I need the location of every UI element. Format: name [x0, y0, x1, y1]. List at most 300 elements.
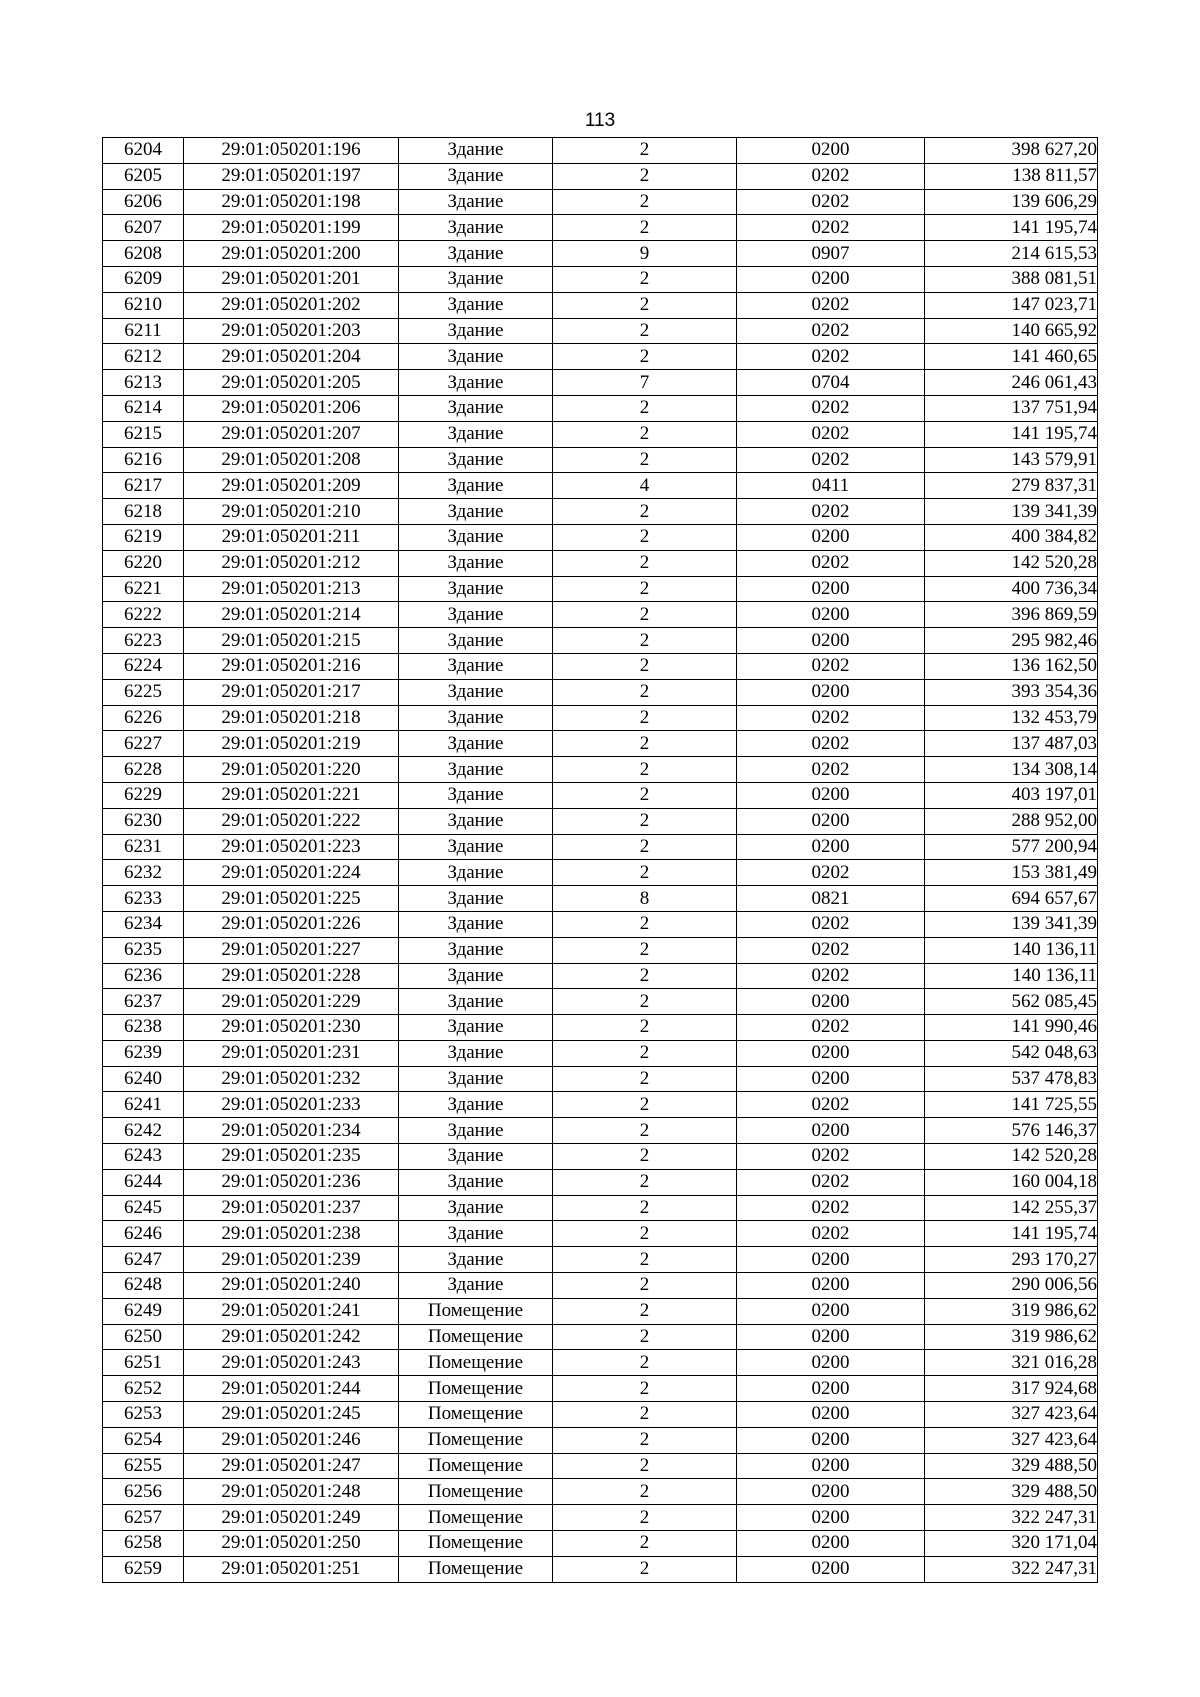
subgroup-code-cell: 0200 — [737, 679, 925, 705]
group-cell: 2 — [553, 1556, 737, 1582]
row-number-cell: 6248 — [103, 1273, 184, 1299]
registry-table — [102, 137, 1098, 1583]
object-type-cell: Здание — [399, 138, 553, 164]
group-cell: 2 — [553, 1040, 737, 1066]
row-number-cell: 6259 — [103, 1556, 184, 1582]
cadastral-number-cell: 29:01:050201:230 — [184, 1015, 399, 1041]
cadastral-value-cell: 139 606,29 — [925, 189, 1098, 215]
group-cell: 2 — [553, 679, 737, 705]
table-row — [103, 782, 1098, 808]
table-row — [103, 1298, 1098, 1324]
object-type-cell: Здание — [399, 705, 553, 731]
row-number-cell: 6249 — [103, 1298, 184, 1324]
cadastral-number-cell: 29:01:050201:241 — [184, 1298, 399, 1324]
table-row — [103, 241, 1098, 267]
cadastral-value-cell: 143 579,91 — [925, 447, 1098, 473]
subgroup-code-cell: 0200 — [737, 602, 925, 628]
cadastral-number-cell: 29:01:050201:216 — [184, 653, 399, 679]
registry-table-body — [103, 138, 1098, 1583]
object-type-cell: Помещение — [399, 1453, 553, 1479]
row-number-cell: 6253 — [103, 1402, 184, 1428]
object-type-cell: Здание — [399, 473, 553, 499]
row-number-cell: 6217 — [103, 473, 184, 499]
cadastral-number-cell: 29:01:050201:210 — [184, 499, 399, 525]
row-number-cell: 6218 — [103, 499, 184, 525]
row-number-cell: 6232 — [103, 860, 184, 886]
table-row — [103, 1273, 1098, 1299]
group-cell: 2 — [553, 1195, 737, 1221]
object-type-cell: Здание — [399, 1144, 553, 1170]
row-number-cell: 6246 — [103, 1221, 184, 1247]
group-cell: 2 — [553, 1402, 737, 1428]
cadastral-number-cell: 29:01:050201:213 — [184, 576, 399, 602]
table-row — [103, 1531, 1098, 1557]
row-number-cell: 6256 — [103, 1479, 184, 1505]
table-row — [103, 963, 1098, 989]
cadastral-number-cell: 29:01:050201:201 — [184, 266, 399, 292]
cadastral-number-cell: 29:01:050201:197 — [184, 163, 399, 189]
cadastral-value-cell: 327 423,64 — [925, 1402, 1098, 1428]
row-number-cell: 6243 — [103, 1144, 184, 1170]
row-number-cell: 6208 — [103, 241, 184, 267]
group-cell: 2 — [553, 860, 737, 886]
subgroup-code-cell: 0200 — [737, 834, 925, 860]
object-type-cell: Здание — [399, 344, 553, 370]
table-row — [103, 1350, 1098, 1376]
table-row — [103, 1066, 1098, 1092]
group-cell: 2 — [553, 1169, 737, 1195]
cadastral-number-cell: 29:01:050201:198 — [184, 189, 399, 215]
cadastral-number-cell: 29:01:050201:207 — [184, 421, 399, 447]
subgroup-code-cell: 0200 — [737, 1505, 925, 1531]
subgroup-code-cell: 0200 — [737, 1350, 925, 1376]
table-row — [103, 163, 1098, 189]
row-number-cell: 6244 — [103, 1169, 184, 1195]
row-number-cell: 6224 — [103, 653, 184, 679]
cadastral-value-cell: 142 520,28 — [925, 550, 1098, 576]
subgroup-code-cell: 0200 — [737, 1066, 925, 1092]
object-type-cell: Здание — [399, 189, 553, 215]
cadastral-number-cell: 29:01:050201:246 — [184, 1427, 399, 1453]
subgroup-code-cell: 0202 — [737, 1144, 925, 1170]
row-number-cell: 6242 — [103, 1118, 184, 1144]
row-number-cell: 6211 — [103, 318, 184, 344]
table-row — [103, 1247, 1098, 1273]
cadastral-number-cell: 29:01:050201:200 — [184, 241, 399, 267]
row-number-cell: 6225 — [103, 679, 184, 705]
cadastral-value-cell: 400 736,34 — [925, 576, 1098, 602]
subgroup-code-cell: 0200 — [737, 1453, 925, 1479]
subgroup-code-cell: 0200 — [737, 782, 925, 808]
cadastral-number-cell: 29:01:050201:196 — [184, 138, 399, 164]
cadastral-value-cell: 403 197,01 — [925, 782, 1098, 808]
cadastral-number-cell: 29:01:050201:244 — [184, 1376, 399, 1402]
subgroup-code-cell: 0202 — [737, 318, 925, 344]
cadastral-number-cell: 29:01:050201:212 — [184, 550, 399, 576]
object-type-cell: Помещение — [399, 1427, 553, 1453]
group-cell: 2 — [553, 782, 737, 808]
row-number-cell: 6234 — [103, 911, 184, 937]
cadastral-value-cell: 137 487,03 — [925, 731, 1098, 757]
cadastral-number-cell: 29:01:050201:218 — [184, 705, 399, 731]
group-cell: 8 — [553, 886, 737, 912]
cadastral-value-cell: 562 085,45 — [925, 989, 1098, 1015]
row-number-cell: 6236 — [103, 963, 184, 989]
subgroup-code-cell: 0907 — [737, 241, 925, 267]
table-row — [103, 499, 1098, 525]
table-row — [103, 1376, 1098, 1402]
subgroup-code-cell: 0200 — [737, 628, 925, 654]
row-number-cell: 6245 — [103, 1195, 184, 1221]
group-cell: 2 — [553, 1324, 737, 1350]
subgroup-code-cell: 0202 — [737, 757, 925, 783]
cadastral-number-cell: 29:01:050201:239 — [184, 1247, 399, 1273]
object-type-cell: Здание — [399, 395, 553, 421]
cadastral-value-cell: 329 488,50 — [925, 1453, 1098, 1479]
cadastral-value-cell: 139 341,39 — [925, 911, 1098, 937]
group-cell: 2 — [553, 292, 737, 318]
subgroup-code-cell: 0200 — [737, 1376, 925, 1402]
table-row — [103, 731, 1098, 757]
cadastral-number-cell: 29:01:050201:208 — [184, 447, 399, 473]
table-row — [103, 1479, 1098, 1505]
object-type-cell: Здание — [399, 1015, 553, 1041]
subgroup-code-cell: 0202 — [737, 937, 925, 963]
object-type-cell: Здание — [399, 550, 553, 576]
cadastral-value-cell: 279 837,31 — [925, 473, 1098, 499]
table-row — [103, 1402, 1098, 1428]
row-number-cell: 6223 — [103, 628, 184, 654]
object-type-cell: Здание — [399, 1040, 553, 1066]
cadastral-number-cell: 29:01:050201:229 — [184, 989, 399, 1015]
cadastral-value-cell: 322 247,31 — [925, 1505, 1098, 1531]
subgroup-code-cell: 0200 — [737, 1402, 925, 1428]
subgroup-code-cell: 0202 — [737, 653, 925, 679]
table-row — [103, 447, 1098, 473]
cadastral-number-cell: 29:01:050201:226 — [184, 911, 399, 937]
object-type-cell: Помещение — [399, 1298, 553, 1324]
cadastral-number-cell: 29:01:050201:248 — [184, 1479, 399, 1505]
cadastral-number-cell: 29:01:050201:238 — [184, 1221, 399, 1247]
object-type-cell: Здание — [399, 628, 553, 654]
group-cell: 2 — [553, 1118, 737, 1144]
row-number-cell: 6207 — [103, 215, 184, 241]
object-type-cell: Здание — [399, 808, 553, 834]
table-row — [103, 602, 1098, 628]
table-row — [103, 215, 1098, 241]
cadastral-value-cell: 288 952,00 — [925, 808, 1098, 834]
object-type-cell: Здание — [399, 782, 553, 808]
cadastral-number-cell: 29:01:050201:224 — [184, 860, 399, 886]
object-type-cell: Здание — [399, 989, 553, 1015]
group-cell: 2 — [553, 138, 737, 164]
row-number-cell: 6241 — [103, 1092, 184, 1118]
object-type-cell: Здание — [399, 524, 553, 550]
cadastral-value-cell: 542 048,63 — [925, 1040, 1098, 1066]
table-row — [103, 653, 1098, 679]
cadastral-number-cell: 29:01:050201:222 — [184, 808, 399, 834]
row-number-cell: 6251 — [103, 1350, 184, 1376]
group-cell: 4 — [553, 473, 737, 499]
row-number-cell: 6205 — [103, 163, 184, 189]
cadastral-value-cell: 577 200,94 — [925, 834, 1098, 860]
subgroup-code-cell: 0202 — [737, 911, 925, 937]
table-row — [103, 421, 1098, 447]
object-type-cell: Здание — [399, 163, 553, 189]
object-type-cell: Помещение — [399, 1350, 553, 1376]
row-number-cell: 6235 — [103, 937, 184, 963]
cadastral-value-cell: 140 136,11 — [925, 937, 1098, 963]
subgroup-code-cell: 0202 — [737, 1092, 925, 1118]
table-row — [103, 473, 1098, 499]
subgroup-code-cell: 0200 — [737, 1247, 925, 1273]
table-row — [103, 292, 1098, 318]
subgroup-code-cell: 0202 — [737, 215, 925, 241]
cadastral-value-cell: 153 381,49 — [925, 860, 1098, 886]
object-type-cell: Помещение — [399, 1402, 553, 1428]
row-number-cell: 6214 — [103, 395, 184, 421]
group-cell: 2 — [553, 705, 737, 731]
table-row — [103, 628, 1098, 654]
subgroup-code-cell: 0202 — [737, 421, 925, 447]
subgroup-code-cell: 0411 — [737, 473, 925, 499]
group-cell: 2 — [553, 1273, 737, 1299]
object-type-cell: Здание — [399, 679, 553, 705]
cadastral-number-cell: 29:01:050201:223 — [184, 834, 399, 860]
object-type-cell: Здание — [399, 1273, 553, 1299]
cadastral-value-cell: 393 354,36 — [925, 679, 1098, 705]
group-cell: 7 — [553, 370, 737, 396]
subgroup-code-cell: 0200 — [737, 989, 925, 1015]
table-row — [103, 576, 1098, 602]
object-type-cell: Здание — [399, 653, 553, 679]
cadastral-number-cell: 29:01:050201:240 — [184, 1273, 399, 1299]
cadastral-number-cell: 29:01:050201:205 — [184, 370, 399, 396]
cadastral-number-cell: 29:01:050201:237 — [184, 1195, 399, 1221]
subgroup-code-cell: 0200 — [737, 1298, 925, 1324]
cadastral-value-cell: 398 627,20 — [925, 138, 1098, 164]
object-type-cell: Здание — [399, 370, 553, 396]
table-row — [103, 138, 1098, 164]
cadastral-number-cell: 29:01:050201:225 — [184, 886, 399, 912]
group-cell: 2 — [553, 1015, 737, 1041]
row-number-cell: 6216 — [103, 447, 184, 473]
object-type-cell: Здание — [399, 292, 553, 318]
cadastral-value-cell: 140 665,92 — [925, 318, 1098, 344]
subgroup-code-cell: 0200 — [737, 1479, 925, 1505]
table-row — [103, 989, 1098, 1015]
group-cell: 2 — [553, 344, 737, 370]
object-type-cell: Здание — [399, 1195, 553, 1221]
cadastral-number-cell: 29:01:050201:232 — [184, 1066, 399, 1092]
table-row — [103, 911, 1098, 937]
cadastral-value-cell: 142 255,37 — [925, 1195, 1098, 1221]
cadastral-value-cell: 214 615,53 — [925, 241, 1098, 267]
row-number-cell: 6227 — [103, 731, 184, 757]
cadastral-value-cell: 388 081,51 — [925, 266, 1098, 292]
subgroup-code-cell: 0202 — [737, 163, 925, 189]
object-type-cell: Здание — [399, 266, 553, 292]
subgroup-code-cell: 0202 — [737, 963, 925, 989]
group-cell: 2 — [553, 1350, 737, 1376]
cadastral-number-cell: 29:01:050201:247 — [184, 1453, 399, 1479]
table-row — [103, 834, 1098, 860]
subgroup-code-cell: 0200 — [737, 1273, 925, 1299]
object-type-cell: Здание — [399, 937, 553, 963]
group-cell: 2 — [553, 628, 737, 654]
cadastral-value-cell: 141 195,74 — [925, 1221, 1098, 1247]
cadastral-number-cell: 29:01:050201:228 — [184, 963, 399, 989]
row-number-cell: 6239 — [103, 1040, 184, 1066]
object-type-cell: Здание — [399, 1247, 553, 1273]
row-number-cell: 6221 — [103, 576, 184, 602]
cadastral-value-cell: 321 016,28 — [925, 1350, 1098, 1376]
subgroup-code-cell: 0202 — [737, 1195, 925, 1221]
cadastral-number-cell: 29:01:050201:214 — [184, 602, 399, 628]
row-number-cell: 6233 — [103, 886, 184, 912]
cadastral-number-cell: 29:01:050201:227 — [184, 937, 399, 963]
cadastral-number-cell: 29:01:050201:233 — [184, 1092, 399, 1118]
subgroup-code-cell: 0200 — [737, 266, 925, 292]
object-type-cell: Здание — [399, 1092, 553, 1118]
cadastral-value-cell: 329 488,50 — [925, 1479, 1098, 1505]
group-cell: 2 — [553, 1427, 737, 1453]
row-number-cell: 6215 — [103, 421, 184, 447]
group-cell: 2 — [553, 421, 737, 447]
group-cell: 2 — [553, 1505, 737, 1531]
table-row — [103, 370, 1098, 396]
object-type-cell: Здание — [399, 911, 553, 937]
group-cell: 2 — [553, 1298, 737, 1324]
group-cell: 2 — [553, 318, 737, 344]
row-number-cell: 6206 — [103, 189, 184, 215]
cadastral-value-cell: 322 247,31 — [925, 1556, 1098, 1582]
group-cell: 2 — [553, 602, 737, 628]
subgroup-code-cell: 0202 — [737, 705, 925, 731]
group-cell: 2 — [553, 1221, 737, 1247]
cadastral-value-cell: 137 751,94 — [925, 395, 1098, 421]
group-cell: 2 — [553, 1479, 737, 1505]
row-number-cell: 6210 — [103, 292, 184, 318]
subgroup-code-cell: 0200 — [737, 1040, 925, 1066]
row-number-cell: 6255 — [103, 1453, 184, 1479]
cadastral-number-cell: 29:01:050201:217 — [184, 679, 399, 705]
subgroup-code-cell: 0202 — [737, 731, 925, 757]
cadastral-value-cell: 142 520,28 — [925, 1144, 1098, 1170]
cadastral-number-cell: 29:01:050201:219 — [184, 731, 399, 757]
subgroup-code-cell: 0200 — [737, 576, 925, 602]
row-number-cell: 6230 — [103, 808, 184, 834]
table-row — [103, 1505, 1098, 1531]
subgroup-code-cell: 0202 — [737, 860, 925, 886]
row-number-cell: 6229 — [103, 782, 184, 808]
group-cell: 2 — [553, 1092, 737, 1118]
group-cell: 2 — [553, 524, 737, 550]
object-type-cell: Здание — [399, 447, 553, 473]
object-type-cell: Здание — [399, 1066, 553, 1092]
group-cell: 2 — [553, 731, 737, 757]
cadastral-value-cell: 147 023,71 — [925, 292, 1098, 318]
cadastral-value-cell: 141 195,74 — [925, 421, 1098, 447]
cadastral-value-cell: 141 990,46 — [925, 1015, 1098, 1041]
cadastral-value-cell: 293 170,27 — [925, 1247, 1098, 1273]
row-number-cell: 6252 — [103, 1376, 184, 1402]
object-type-cell: Помещение — [399, 1324, 553, 1350]
cadastral-value-cell: 141 725,55 — [925, 1092, 1098, 1118]
table-row — [103, 1144, 1098, 1170]
row-number-cell: 6254 — [103, 1427, 184, 1453]
subgroup-code-cell: 0200 — [737, 808, 925, 834]
table-row — [103, 1427, 1098, 1453]
cadastral-value-cell: 396 869,59 — [925, 602, 1098, 628]
group-cell: 2 — [553, 576, 737, 602]
table-row — [103, 266, 1098, 292]
group-cell: 2 — [553, 963, 737, 989]
table-row — [103, 524, 1098, 550]
subgroup-code-cell: 0821 — [737, 886, 925, 912]
object-type-cell: Помещение — [399, 1376, 553, 1402]
group-cell: 9 — [553, 241, 737, 267]
cadastral-number-cell: 29:01:050201:250 — [184, 1531, 399, 1557]
cadastral-number-cell: 29:01:050201:221 — [184, 782, 399, 808]
object-type-cell: Помещение — [399, 1556, 553, 1582]
object-type-cell: Помещение — [399, 1531, 553, 1557]
table-row — [103, 1221, 1098, 1247]
row-number-cell: 6240 — [103, 1066, 184, 1092]
table-row — [103, 679, 1098, 705]
cadastral-value-cell: 319 986,62 — [925, 1298, 1098, 1324]
cadastral-value-cell: 537 478,83 — [925, 1066, 1098, 1092]
object-type-cell: Помещение — [399, 1479, 553, 1505]
row-number-cell: 6213 — [103, 370, 184, 396]
cadastral-value-cell: 400 384,82 — [925, 524, 1098, 550]
row-number-cell: 6228 — [103, 757, 184, 783]
object-type-cell: Здание — [399, 499, 553, 525]
row-number-cell: 6231 — [103, 834, 184, 860]
group-cell: 2 — [553, 989, 737, 1015]
table-row — [103, 395, 1098, 421]
table-row — [103, 1118, 1098, 1144]
subgroup-code-cell: 0200 — [737, 1118, 925, 1144]
table-row — [103, 1195, 1098, 1221]
row-number-cell: 6219 — [103, 524, 184, 550]
group-cell: 2 — [553, 653, 737, 679]
cadastral-number-cell: 29:01:050201:206 — [184, 395, 399, 421]
cadastral-number-cell: 29:01:050201:231 — [184, 1040, 399, 1066]
object-type-cell: Здание — [399, 421, 553, 447]
subgroup-code-cell: 0200 — [737, 524, 925, 550]
subgroup-code-cell: 0202 — [737, 344, 925, 370]
cadastral-number-cell: 29:01:050201:202 — [184, 292, 399, 318]
group-cell: 2 — [553, 757, 737, 783]
object-type-cell: Здание — [399, 834, 553, 860]
cadastral-number-cell: 29:01:050201:235 — [184, 1144, 399, 1170]
group-cell: 2 — [553, 266, 737, 292]
group-cell: 2 — [553, 1247, 737, 1273]
group-cell: 2 — [553, 1066, 737, 1092]
cadastral-value-cell: 290 006,56 — [925, 1273, 1098, 1299]
subgroup-code-cell: 0704 — [737, 370, 925, 396]
subgroup-code-cell: 0200 — [737, 1531, 925, 1557]
table-row — [103, 1169, 1098, 1195]
cadastral-value-cell: 327 423,64 — [925, 1427, 1098, 1453]
object-type-cell: Здание — [399, 731, 553, 757]
page-number: 113 — [584, 110, 616, 131]
cadastral-value-cell: 320 171,04 — [925, 1531, 1098, 1557]
group-cell: 2 — [553, 550, 737, 576]
subgroup-code-cell: 0202 — [737, 1221, 925, 1247]
group-cell: 2 — [553, 1144, 737, 1170]
